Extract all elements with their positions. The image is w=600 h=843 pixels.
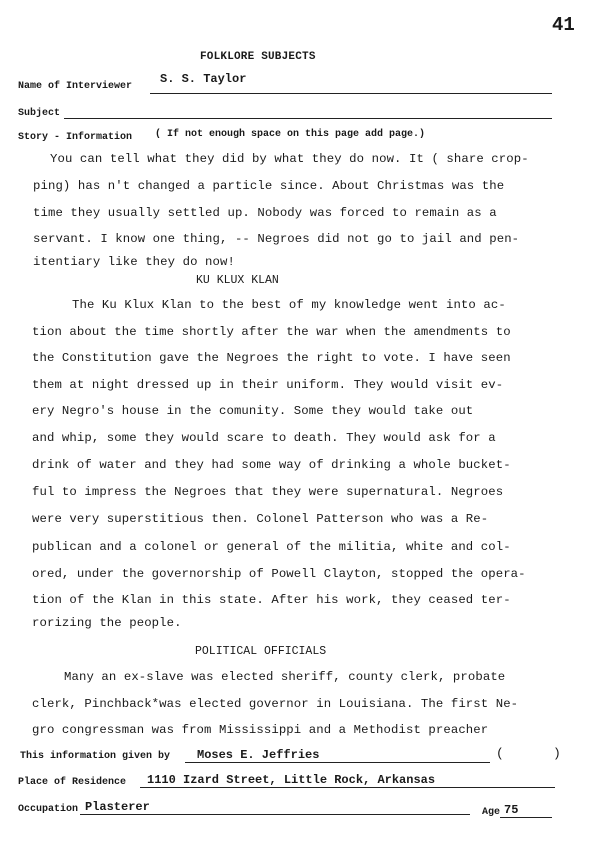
interviewer-underline: [150, 93, 552, 94]
given-by-paren-close: ): [553, 746, 561, 761]
heading-ku-klux-klan: KU KLUX KLAN: [196, 274, 279, 287]
text-line: drink of water and they had some way of drinking a whole bucket-: [32, 458, 511, 472]
given-by-label: This information given by: [20, 751, 171, 762]
text-line: the Constitution gave the Negroes the right to vote. I have seen: [32, 351, 511, 365]
text-line: itentiary like they do now!: [33, 255, 235, 269]
interviewer-label: Name of Interviewer: [18, 81, 133, 92]
text-line: servant. I know one thing, -- Negroes did not go to jail and pen-: [33, 232, 520, 246]
text-line: You can tell what they did by what they do now. It ( share crop-: [50, 152, 529, 166]
text-line: publican and a colonel or general of the militia, white and col-: [32, 540, 511, 554]
text-line: them at night dressed up in their uniform. They would visit ev-: [32, 378, 504, 392]
heading-political-officials: POLITICAL OFFICIALS: [195, 645, 327, 658]
story-label: Story - Information: [18, 132, 133, 143]
text-line: time they usually settled up. Nobody was forced to remain as a: [33, 206, 497, 220]
residence-label: Place of Residence: [18, 777, 127, 788]
text-line: rorizing the people.: [32, 616, 182, 630]
subject-label: Subject: [18, 108, 61, 119]
residence-underline: [140, 787, 555, 788]
text-line: ful to impress the Negroes that they were supernatural. Negroes: [32, 485, 504, 499]
text-line: clerk, Pinchback*was elected governor in Louisiana. The first Ne-: [32, 697, 519, 711]
age-underline: [500, 817, 552, 818]
text-line: tion of the Klan in this state. After his work, they ceased ter-: [32, 593, 511, 607]
given-by-value: Moses E. Jeffries: [197, 748, 320, 762]
text-line: ping) has n't changed a particle since. About Christmas was the: [33, 179, 505, 193]
occupation-value: Plasterer: [85, 800, 150, 814]
form-title: FOLKLORE SUBJECTS: [200, 51, 316, 63]
text-line: and whip, some they would scare to death. They would ask for a: [32, 431, 496, 445]
occupation-label: Occupation: [18, 804, 79, 815]
story-note: ( If not enough space on this page add page.): [155, 129, 426, 140]
text-line: Many an ex-slave was elected sheriff, county clerk, probate: [64, 670, 506, 684]
text-line: tion about the time shortly after the war when the amendments to: [32, 325, 511, 339]
interviewer-value: S. S. Taylor: [160, 72, 247, 86]
given-by-paren-open: (: [496, 746, 504, 761]
text-line: ored, under the governorship of Powell Clayton, stopped the opera-: [32, 567, 526, 581]
residence-value: 1110 Izard Street, Little Rock, Arkansas: [147, 773, 436, 787]
subject-underline: [64, 118, 552, 119]
age-label: Age: [482, 807, 501, 818]
age-value: 75: [504, 803, 519, 817]
text-line: were very superstitious then. Colonel Patterson who was a Re-: [32, 512, 489, 526]
page-number: 41: [552, 14, 575, 36]
text-line: ery Negro's house in the comunity. Some they would take out: [32, 404, 474, 418]
text-line: gro congressman was from Mississippi and a Methodist preacher: [32, 723, 489, 737]
occupation-underline: [80, 814, 470, 815]
text-line: The Ku Klux Klan to the best of my knowledge went into ac-: [72, 298, 506, 312]
given-by-underline: [185, 762, 490, 763]
